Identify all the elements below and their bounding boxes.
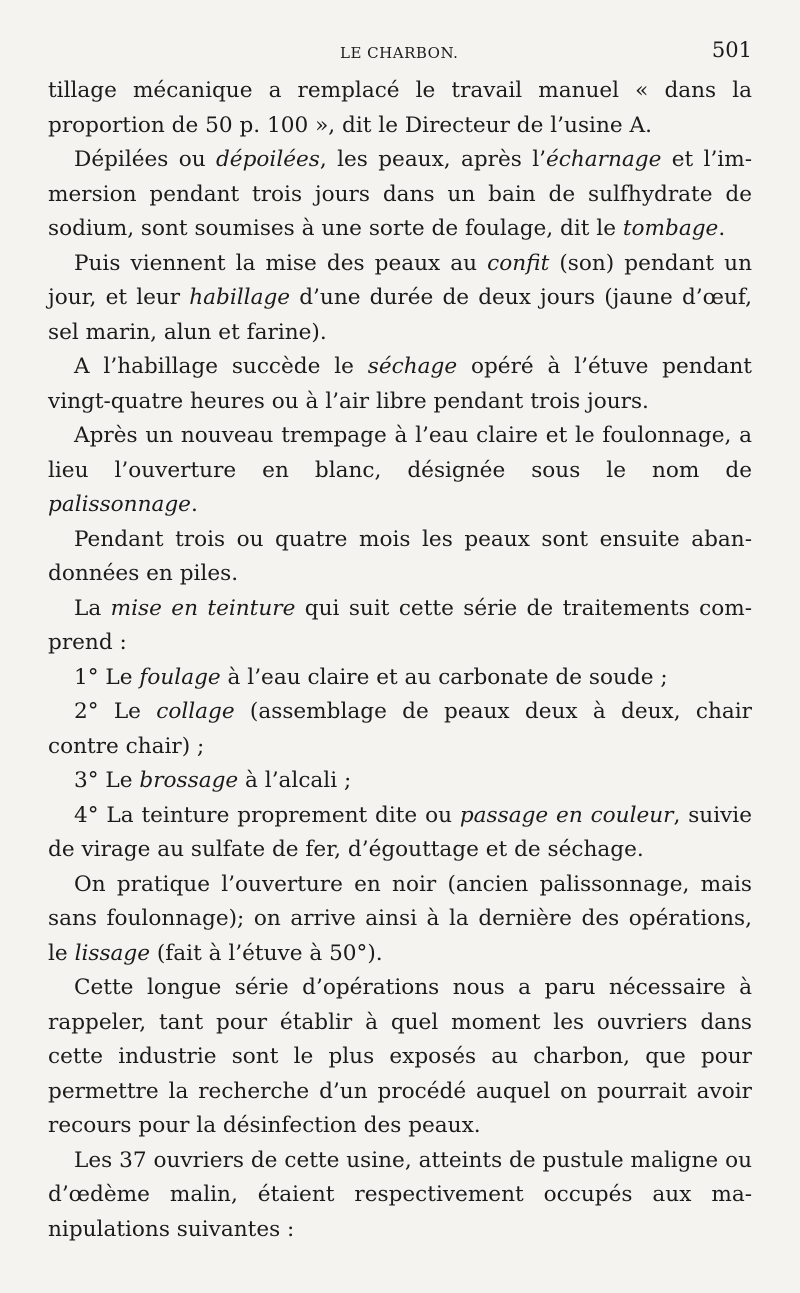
paragraph [48, 868, 752, 972]
page-header [48, 38, 752, 68]
text-run: Puis viennent la mise des peaux au [74, 250, 488, 276]
body-text [48, 74, 752, 1247]
text-run: A l’habillage succède le [74, 354, 368, 379]
paragraph [48, 74, 752, 143]
text-run: Pendant trois ou quatre mois les peaux sont ensuite abandonnées en piles. [48, 526, 752, 586]
italic-term: écharnage [546, 147, 662, 172]
text-run: (assemblage de peaux deux à deux, chair contre chair) ; [48, 699, 752, 759]
text-run: On pratique l’ouverture en noir (ancien palissonnage, mais sans foulonnage); on arrive ainsi à la dernière des opérations, le [48, 871, 752, 966]
italic-term: passage en couleur [459, 802, 674, 828]
text-run: (son) pendant un jour, et leur [48, 250, 752, 310]
text-run: 4° La teinture proprement dite ou [74, 802, 460, 828]
text-run: opéré à l’étuve pendant vingt-quatre heures ou à l’air libre pendant trois jours. [48, 354, 752, 414]
text-run: Dépilées ou [74, 147, 216, 172]
italic-term: tombage [622, 216, 719, 241]
italic-term: palissonnage [48, 492, 191, 517]
text-run: à l’eau claire et au carbonate de soude ; [220, 664, 668, 690]
italic-term: confit [487, 250, 550, 276]
paragraph [48, 695, 752, 764]
text-run: Les 37 ouvriers de cette usine, atteints de pustule maligne ou d’œdème malin, étaient respectivement occupés aux manipulations suivantes : [48, 1147, 752, 1242]
text-run: Cette longue série d’opérations nous a paru nécessaire à rappeler, tant pour établir à quel moment les ouvriers dans cette industrie sont le plus exposés au charbon, que pour permettre la recherche d’un procédé auquel on pourrait avoir recours pour la désinfection des peaux. [48, 975, 752, 1138]
paragraph [48, 1144, 752, 1248]
text-run: tillage mécanique a remplacé le travail manuel « dans la proportion de 50 p. 100 », dit le Directeur de l’usine A. [48, 78, 752, 138]
text-run: qui suit cette série de traitements comprend : [48, 595, 753, 655]
text-run: d’une durée de deux jours (jaune d’œuf, sel marin, alun et farine). [48, 285, 752, 345]
italic-term: mise en teinture [110, 595, 296, 621]
paragraph [48, 523, 752, 592]
italic-term: collage [156, 699, 235, 724]
italic-term: dépoilées [215, 147, 320, 172]
paragraph [48, 143, 752, 247]
text-run: . [718, 216, 726, 241]
italic-term: lissage [74, 940, 151, 966]
text-run: , les peaux, après l’ [319, 147, 546, 172]
paragraph [48, 350, 752, 419]
text-run: 1° Le [74, 664, 140, 690]
paragraph [48, 799, 752, 868]
text-run: Après un nouveau trempage à l’eau claire et le foulonnage, a lieu l’ouverture en blanc, désignée sous le nom de [48, 423, 752, 483]
text-run: . [190, 492, 198, 517]
text-run: La [74, 595, 111, 621]
paragraph [48, 764, 752, 799]
paragraph [48, 971, 752, 1144]
running-title: LE CHARBON. [340, 44, 459, 62]
italic-term: brossage [139, 768, 239, 793]
paragraph [48, 661, 752, 696]
page-number: 501 [711, 38, 752, 62]
text-run: 3° Le [74, 768, 140, 793]
text-run: et l’immersion pendant trois jours dans un bain de sulfhydrate de sodium, sont soumises à une sorte de foulage, dit le [48, 147, 752, 241]
paragraph [48, 419, 752, 523]
text-run: (fait à l’étuve à 50°). [150, 940, 383, 966]
paragraph [48, 247, 752, 351]
text-run: à l’alcali ; [238, 768, 352, 793]
italic-term: séchage [367, 354, 458, 379]
text-run: , suivie de virage au sulfate de fer, d’égouttage et de séchage. [48, 802, 752, 862]
text-run: 2° Le [74, 699, 157, 724]
italic-term: habillage [189, 285, 291, 310]
italic-term: foulage [139, 664, 221, 690]
paragraph [48, 592, 752, 661]
